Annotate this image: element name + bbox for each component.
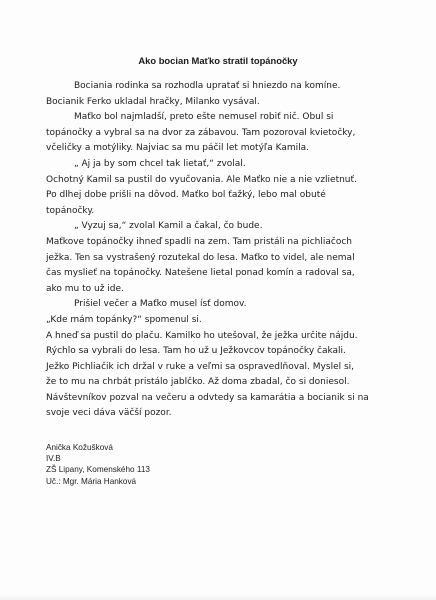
scan-bottom-edge	[0, 594, 436, 600]
story-line: Rýchlo sa vybrali do lesa. Tam ho už u Ježkovcov topánočky čakali.	[46, 346, 346, 357]
story-title: Ako bocian Maťko stratil topánočky	[138, 55, 298, 66]
story-line: A hneď sa pustil do plaču. Kamilko ho utešoval, že ježka určite nájdu.	[46, 330, 358, 341]
story-line: Po dlhej dobe prišli na dôvod. Maťko bol ťažký, lebo mal obuté	[46, 190, 326, 201]
story-line: „ Vyzuj sa,“ zvolal Kamil a čakal, čo bude.	[74, 221, 263, 232]
story-line: Návštevníkov pozval na večeru a odvtedy sa kamarátia a bocianik si na	[46, 392, 369, 403]
story-line: topánočky a vybral sa na dvor za zábavou. Tam pozoroval kvietočky,	[46, 127, 356, 138]
author-signature-block	[46, 442, 150, 487]
story-line: „ Aj ja by som chcel tak lietať,“ zvolal.	[74, 158, 246, 169]
teacher-name: Uč.: Mgr. Mária Hanková	[46, 476, 137, 486]
author-class: IV.B	[46, 454, 61, 464]
story-line: „Kde mám topánky?“ spomenul si.	[46, 314, 202, 325]
story-line: Bociania rodinka sa rozhodla upratať si hniezdo na komíne.	[74, 81, 341, 91]
story-body	[46, 79, 426, 422]
story-line: Prišiel večer a Maťko musel ísť domov.	[74, 299, 247, 310]
story-line: Maťkove topánočky ihneď spadli na zem. Tam pristáli na pichliačoch	[46, 236, 352, 247]
author-name: Anička Kožušková	[46, 443, 113, 452]
story-line: ako mu to už ide.	[46, 283, 124, 294]
story-line: Maťko bol najmladší, preto ešte nemusel robiť nič. Obul si	[74, 112, 334, 123]
story-line: svoje veci dáva väčší pozor.	[46, 408, 172, 419]
story-line: Bocianik Ferko ukladal hračky, Milanko vysával.	[46, 96, 260, 107]
story-line: Ochotný Kamil sa pustil do vyučovania. Ale Maťko nie a nie vzlietnuť.	[46, 174, 357, 185]
story-line: že to mu na chrbát pristálo jablčko. Až doma zbadal, čo si doniesol.	[46, 377, 350, 388]
story-line: ježka. Ten sa vystrašený rozutekal do lesa. Maťko to videl, ale nemal	[46, 252, 355, 263]
story-line: Ježko Pichliačik ich držal v ruke a veľmi sa ospravedlňoval. Myslel si,	[46, 361, 355, 372]
story-line: topánočky.	[46, 205, 95, 216]
story-line: čas myslieť na topánočky. Natešene lietal ponad komín a radoval sa,	[46, 268, 355, 279]
school-address: ZŠ Lipany, Komenského 113	[46, 465, 150, 475]
story-line: včeličky a motýliky. Najviac sa mu páčil let motýľa Kamila.	[46, 143, 310, 154]
